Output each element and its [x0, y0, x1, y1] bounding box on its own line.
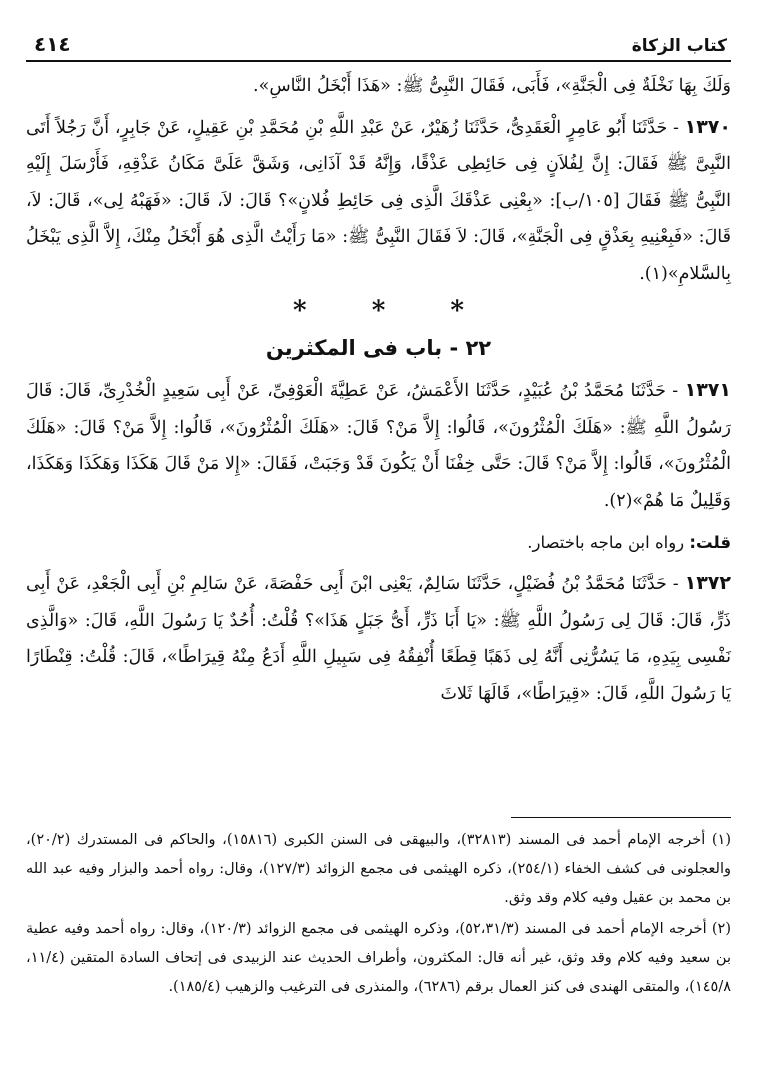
chapter-heading: ٢٢ - باب فى المكثرين: [265, 336, 492, 360]
hadith-1371: [26, 372, 731, 519]
section-separator: * * *: [293, 296, 492, 326]
page-header: [26, 30, 731, 62]
book-title: كتاب الزكاة: [631, 36, 727, 56]
hadith-text: - حَدَّثَنَا مُحَمَّدُ بْنُ عُبَيْدٍ، حَدَّثَنَا الأَعْمَشُ، عَنْ عَطِيَّةَ الْعَوْفِىِّ، عَنْ أَبِى سَعِيدٍ الْخُدْرِىِّ، قَالَ: قَالَ رَسُولُ اللَّهِ ﷺ: «هَلَكَ الْمُثْرُونَ»، قَالُوا: إِلاَّ مَنْ؟ قَالَ: «هَلَكَ الْمُثْرُونَ»، قَالُوا: إِلاَّ مَنْ؟ قَالَ: «هَلَكَ الْمُثْرُونَ»، قَالُوا: إِلاَّ مَنْ؟ قَالَ: حَتَّى خِفْنَا أَنْ يَكُونَ قَدْ وَجَبَتْ، فَقَالَ: «إِلا مَنْ قَالَ هَكَذَا وَهَكَذَا وَهَكَذَا، وَقَلِيلٌ مَا هُمْ»(٢).: [26, 381, 731, 511]
footnote-divider: [511, 817, 731, 818]
hadith-1372: [26, 565, 731, 712]
hadith-number: ١٣٧١: [684, 379, 731, 401]
hadith-text: - حَدَّثَنَا أَبُو عَامِرٍ الْعَقَدِىُّ، حَدَّثَنَا زُهَيْرٌ، عَنْ عَبْدِ اللَّهِ بْنِ مُحَمَّدِ بْنِ عَقِيلٍ، عَنْ جَابِرٍ، أَنَّ رَجُلاً أَتَى النَّبِىَّ ﷺ فَقَالَ: إِنَّ لِفُلاَنٍ فِى حَائِطِى عَذْقًا، وَإِنَّهُ قَدْ آذَانِى، وَشَقَّ عَلَىَّ مَكَانُ عَذْقِهِ، فَأَرْسَلَ إِلَيْهِ النَّبِىُّ ﷺ فَقَالَ [١٠٥/ب]: «بِعْنِى عَذْقَكَ الَّذِى فِى حَائِطِ فُلانٍ»؟ قَالَ: لاَ، قَالَ: «فَهَبْهُ لِى»، قَالَ: لاَ، قَالَ: «فَبِعْنِيهِ بِعَذْقٍ فِى الْجَنَّةِ»، قَالَ: لاَ فَقَالَ النَّبِىُّ ﷺ: «مَا رَأَيْتُ الَّذِى هُوَ أَبْخَلُ مِنْكَ، إِلاَّ الَّذِى يَبْخَلُ بِالسَّلامِ»(١).: [26, 117, 731, 284]
author-note: [26, 525, 731, 561]
hadith-number: ١٣٧٢: [684, 572, 731, 594]
note-label: قلت:: [689, 533, 731, 552]
hadith-text: - حَدَّثَنَا مُحَمَّدُ بْنُ فُضَيْلٍ، حَدَّثَنَا سَالِمٌ، يَعْنِى ابْنَ أَبِى حَفْصَةَ، عَنْ سَالِمِ بْنِ أَبِى الْجَعْدِ، عَنْ أَبِى ذَرٍّ، قَالَ: قَالَ لِى رَسُولُ اللَّهِ ﷺ: «يَا أَبَا ذَرٍّ، أَىُّ جَبَلٍ هَذَا»؟ قُلْتُ: أُحُدٌ يَا رَسُولَ اللَّهِ، قَالَ: «وَالَّذِى نَفْسِى بِيَدِهِ، مَا يَسُرُّنِى أَنَّهُ لِى ذَهَبًا قِطَعًا أُنْفِقُهُ فِى سَبِيلِ اللَّهِ أَدَعُ مِنْهُ قِيرَاطًا»، قَالَ: قُلْتُ: قِنْطَارًا يَا رَسُولَ اللَّهِ، قَالَ: «قِيرَاطًا»، قَالَهَا ثَلاثَ: [26, 574, 731, 704]
note-text: رواه ابن ماجه باختصار.: [527, 533, 685, 552]
page-number: ٤١٤: [34, 32, 71, 56]
hadith-1370: [26, 109, 731, 293]
footnotes: [26, 826, 731, 1004]
footnote-1: (١) أخرجه الإمام أحمد فى المسند (٣٢٨١٣)، والبيهقى فى السنن الكبرى (١٥٨١٦)، والحاكم فى المستدرك (٢٠/٢)، والعجلونى فى كشف الخفاء (٢٥٤/١)، ذكره الهيثمى فى مجمع الزوائد (١٢٧/٣)، وقال: رواه أحمد والبزار وفيه عبد الله بن محمد بن عقيل وفيه كلام وقد وثق.: [26, 832, 731, 906]
hadith-number: ١٣٧٠: [684, 115, 731, 138]
footnote-2: (٢) أخرجه الإمام أحمد فى المسند (٥٢،٣١/٣)، وذكره الهيثمى فى مجمع الزوائد (١٢٠/٣)، وقال: رواه أحمد وفيه عطية بن سعيد وفيه كلام وقد وثق، غير أنه قال: المكثرون، وأطراف الحديث عند الزبيدى فى إتحاف السادة المتقين (١١/٤، ١٤٥/٨)، والمتقى الهندى فى كنز العمال برقم (٦٢٨٦)، والمنذرى فى الترغيب والزهيب (١٨٥/٤).: [26, 921, 731, 995]
intro-text: وَلَكَ بِهَا نَخْلَةٌ فِى الْجَنَّةِ»، فَأَبَى، فَقَالَ النَّبِىُّ ﷺ: «هَذَا أَبْخَلُ النَّاسِ».: [253, 76, 731, 96]
